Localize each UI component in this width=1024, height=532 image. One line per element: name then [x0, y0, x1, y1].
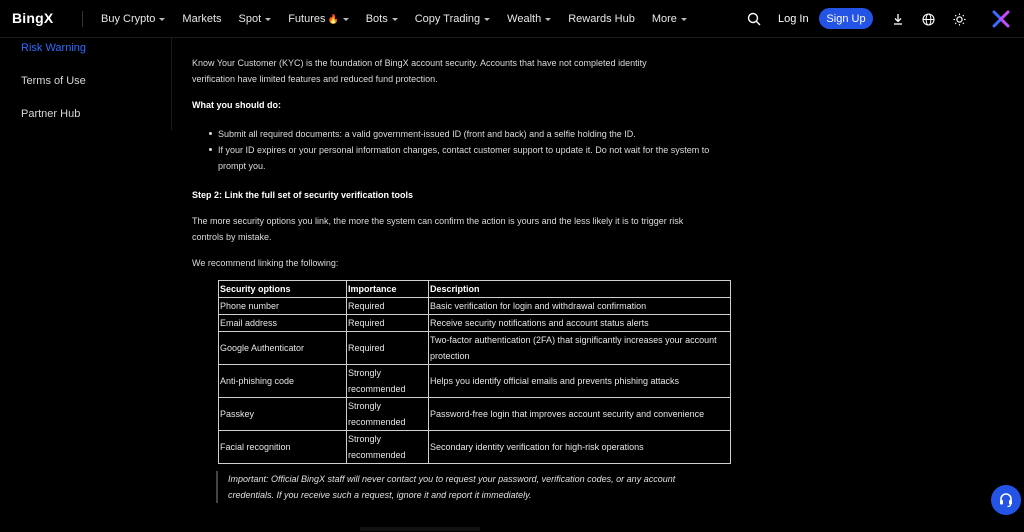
- customer-support-button[interactable]: [991, 485, 1021, 515]
- recommend-paragraph: We recommend linking the following:: [192, 258, 339, 268]
- sidebar-item-risk-warning[interactable]: Risk Warning: [21, 42, 86, 54]
- headset-icon: [998, 492, 1014, 508]
- table-cell: Email address: [219, 315, 347, 332]
- table-cell: Required: [347, 332, 429, 365]
- nav-item-label: Wealth: [507, 13, 542, 25]
- what-you-should-do-heading: What you should do:: [192, 100, 281, 110]
- table-cell: Password-free login that improves account security and convenience: [429, 398, 731, 431]
- column-header-security-options: Security options: [219, 281, 347, 298]
- bingx-logo[interactable]: BingX: [12, 10, 54, 26]
- nav-item-rewards-hub[interactable]: [568, 13, 635, 25]
- sidebar-item-partner-hub[interactable]: Partner Hub: [21, 108, 81, 120]
- table-cell: Basic verification for login and withdrawal confirmation: [429, 298, 731, 315]
- nav-item-futures[interactable]: [288, 13, 349, 25]
- nav-item-copy-trading[interactable]: [415, 13, 490, 25]
- chevron-down-icon: [545, 18, 551, 21]
- table-cell: Anti-phishing code: [219, 365, 347, 398]
- chevron-down-icon: [681, 18, 687, 21]
- table-row: [219, 365, 731, 398]
- nav-item-buy-crypto[interactable]: [101, 13, 165, 25]
- chevron-down-icon: [392, 18, 398, 21]
- column-header-description: Description: [429, 281, 731, 298]
- table-header-row: [219, 281, 731, 298]
- table-cell: Helps you identify official emails and prevents phishing attacks: [429, 365, 731, 398]
- table-cell: Facial recognition: [219, 431, 347, 464]
- nav-item-label: Copy Trading: [414, 13, 481, 25]
- nav-item-label: Spot: [238, 13, 262, 25]
- nav-item-label: Buy Crypto: [101, 13, 156, 25]
- logo-divider: [82, 11, 83, 27]
- nav-item-label: Markets: [182, 13, 222, 25]
- signup-button[interactable]: Sign Up: [819, 8, 873, 29]
- step2-heading: Step 2: Link the full set of security verification tools: [192, 190, 414, 200]
- table-cell: Two-factor authentication (2FA) that significantly increases your account protection: [429, 332, 731, 365]
- nav-item-wealth[interactable]: [507, 13, 551, 25]
- table-cell: Strongly recommended: [347, 365, 429, 398]
- kyc-intro-paragraph: Know Your Customer (KYC) is the foundation of BingX account security. Accounts that have not completed identity verification have limited features and reduced fund protection.: [192, 58, 647, 84]
- chevron-down-icon: [265, 18, 271, 21]
- nav-item-label: More: [651, 13, 677, 25]
- theme-sun-icon[interactable]: [950, 10, 968, 28]
- table-row: [219, 315, 731, 332]
- column-header-importance: Importance: [347, 281, 429, 298]
- security-options-table: [218, 280, 731, 464]
- table-cell: Passkey: [219, 398, 347, 431]
- step2-paragraph: The more security options you link, the more the system can confirm the action is yours and the less likely it is to trigger risk controls by mistake.: [192, 216, 684, 242]
- table-row: [219, 398, 731, 431]
- globe-icon[interactable]: [919, 10, 937, 28]
- chevron-down-icon: [159, 18, 165, 21]
- table-cell: Receive security notifications and account status alerts: [429, 315, 731, 332]
- nav-item-markets[interactable]: [182, 13, 221, 25]
- nav-item-label: Futures: [288, 13, 326, 25]
- login-link[interactable]: Log In: [778, 13, 809, 25]
- nav-item-spot[interactable]: [239, 13, 272, 25]
- sidebar-item-terms-of-use[interactable]: Terms of Use: [21, 75, 86, 87]
- important-note: Important: Official BingX staff will never contact you to request your password, verification codes, or any account credentials. If you receive such a request, ignore it and report it immediately.: [216, 471, 676, 503]
- top-navigation-bar: [0, 0, 1024, 38]
- table-row: [219, 332, 731, 365]
- list-item: If your ID expires or your personal information changes, contact customer support to update it. Do not wait for the system to prompt you.: [192, 142, 712, 174]
- main-nav: [92, 0, 695, 38]
- table-cell: Strongly recommended: [347, 431, 429, 464]
- nav-item-label: Bots: [365, 13, 388, 25]
- table-cell: Secondary identity verification for high-risk operations: [429, 431, 731, 464]
- table-cell: Phone number: [219, 298, 347, 315]
- nav-item-more[interactable]: [652, 13, 687, 25]
- download-icon[interactable]: [889, 10, 907, 28]
- fire-icon: 🔥: [327, 13, 339, 24]
- chevron-down-icon: [484, 18, 490, 21]
- table-row: [219, 431, 731, 464]
- table-cell: Strongly recommended: [347, 398, 429, 431]
- table-row: [219, 298, 731, 315]
- brand-app-icon[interactable]: [991, 9, 1011, 29]
- table-cell: Required: [347, 298, 429, 315]
- action-bullet-list: [192, 126, 712, 174]
- table-cell: Google Authenticator: [219, 332, 347, 365]
- sidebar: [0, 38, 172, 130]
- list-item: Submit all required documents: a valid government-issued ID (front and back) and a selfie holding the ID.: [192, 126, 712, 142]
- footer-edge: [360, 527, 480, 531]
- nav-item-bots[interactable]: [366, 13, 398, 25]
- search-icon[interactable]: [745, 10, 763, 28]
- nav-item-label: Rewards Hub: [568, 13, 635, 25]
- table-cell: Required: [347, 315, 429, 332]
- chevron-down-icon: [343, 18, 349, 21]
